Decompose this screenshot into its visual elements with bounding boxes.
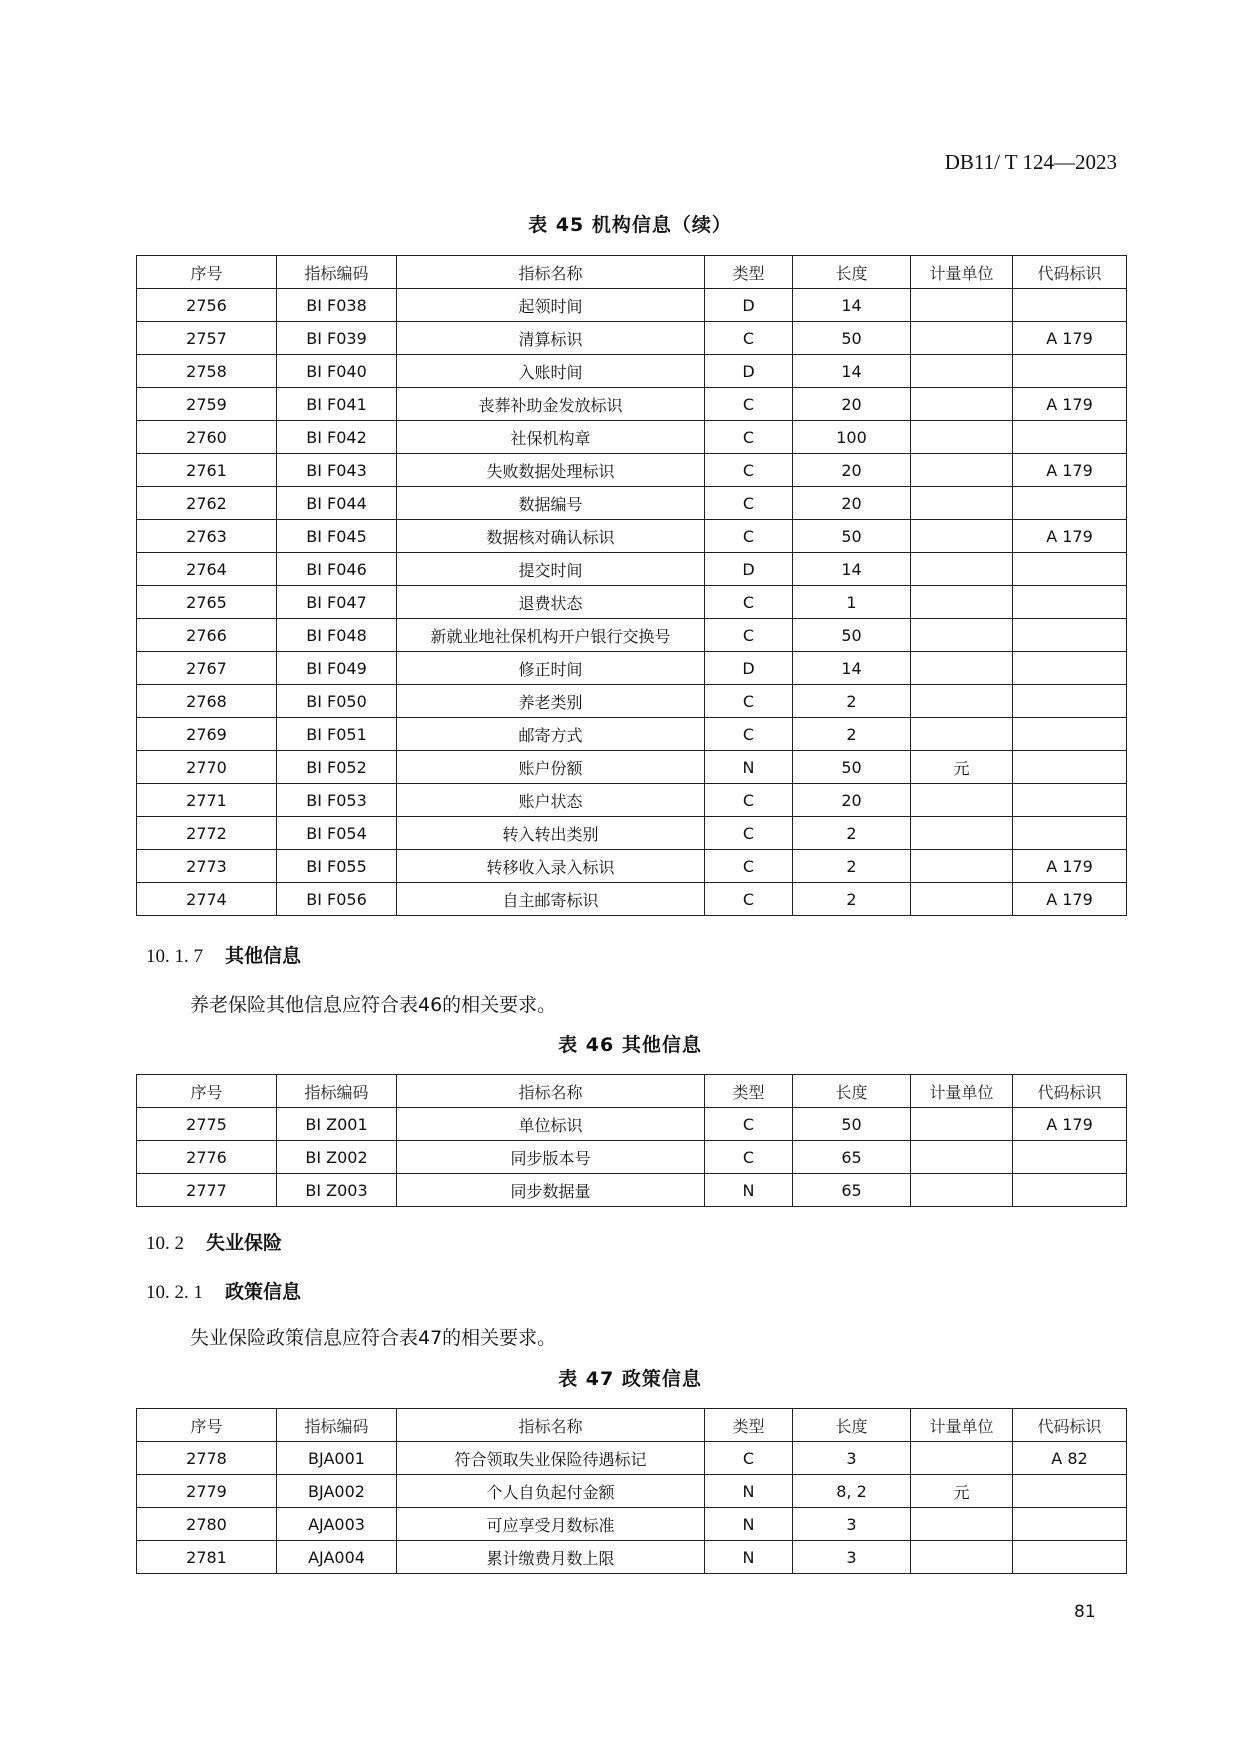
table-cell: 100: [793, 421, 911, 454]
paragraph-table-46-ref: 养老保险其他信息应符合表46的相关要求。: [190, 994, 557, 1016]
table-cell: 清算标识: [397, 322, 705, 355]
table-cell: A 179: [1013, 850, 1127, 883]
table-header-row: [137, 1075, 1127, 1108]
table-cell: BI F056: [277, 883, 397, 916]
table-cell: C: [705, 487, 793, 520]
column-header: 指标名称: [397, 1075, 705, 1108]
table-cell: 20: [793, 454, 911, 487]
table-cell: [1013, 718, 1127, 751]
table-cell: 可应享受月数标准: [397, 1508, 705, 1541]
section-heading-10-2-1: [146, 1277, 301, 1304]
table-cell: C: [705, 718, 793, 751]
table-cell: BJA002: [277, 1475, 397, 1508]
table-row: [137, 1108, 1127, 1141]
document-code: DB11/ T 124—2023: [944, 150, 1117, 174]
table-cell: C: [705, 322, 793, 355]
table-cell: 退费状态: [397, 586, 705, 619]
table-cell: [911, 487, 1013, 520]
table-cell: 社保机构章: [397, 421, 705, 454]
table-cell: [911, 784, 1013, 817]
table-row: [137, 619, 1127, 652]
section-title: 失业保险: [206, 1232, 283, 1254]
section-number: 10. 1. 7: [146, 946, 203, 967]
table-cell: [1013, 1508, 1127, 1541]
table-cell: [911, 1108, 1013, 1141]
table-cell: N: [705, 1174, 793, 1207]
table-cell: 数据编号: [397, 487, 705, 520]
column-header: 长度: [793, 1075, 911, 1108]
table-cell: BI F039: [277, 322, 397, 355]
table-cell: 2766: [137, 619, 277, 652]
table-cell: BI F055: [277, 850, 397, 883]
table-cell: 14: [793, 553, 911, 586]
table-row: [137, 487, 1127, 520]
column-header: 计量单位: [911, 1075, 1013, 1108]
table-cell: 1: [793, 586, 911, 619]
table-cell: 2764: [137, 553, 277, 586]
table-cell: C: [705, 685, 793, 718]
table-cell: 2761: [137, 454, 277, 487]
table-cell: [1013, 685, 1127, 718]
table-47-policy-info: [136, 1408, 1127, 1574]
table-row: [137, 1141, 1127, 1174]
table-cell: BI F046: [277, 553, 397, 586]
table-row: [137, 553, 1127, 586]
table-cell: 2760: [137, 421, 277, 454]
table-cell: 50: [793, 322, 911, 355]
table-cell: 起领时间: [397, 289, 705, 322]
table-cell: 2776: [137, 1141, 277, 1174]
column-header: 代码标识: [1013, 1075, 1127, 1108]
table-cell: BI F040: [277, 355, 397, 388]
table-cell: [911, 454, 1013, 487]
table-cell: [911, 718, 1013, 751]
column-header: 类型: [705, 1075, 793, 1108]
table-cell: BI F051: [277, 718, 397, 751]
table-cell: 账户份额: [397, 751, 705, 784]
table-cell: BI F048: [277, 619, 397, 652]
column-header: 代码标识: [1013, 256, 1127, 289]
table-row: [137, 850, 1127, 883]
table-row: [137, 883, 1127, 916]
table-cell: AJA004: [277, 1541, 397, 1574]
table-cell: 2762: [137, 487, 277, 520]
table-cell: C: [705, 784, 793, 817]
table-row: [137, 1174, 1127, 1207]
table-cell: BI F045: [277, 520, 397, 553]
table-cell: [911, 817, 1013, 850]
page-number: 81: [1074, 1602, 1096, 1622]
table-cell: 2: [793, 817, 911, 850]
table-cell: BI F038: [277, 289, 397, 322]
table-cell: A 179: [1013, 454, 1127, 487]
table-cell: 20: [793, 784, 911, 817]
table-cell: N: [705, 1475, 793, 1508]
table-cell: A 179: [1013, 883, 1127, 916]
column-header: 计量单位: [911, 1409, 1013, 1442]
table-cell: 账户状态: [397, 784, 705, 817]
table-cell: 同步数据量: [397, 1174, 705, 1207]
table-cell: 14: [793, 289, 911, 322]
table-cell: 入账时间: [397, 355, 705, 388]
column-header: 类型: [705, 1409, 793, 1442]
table-47-caption: 表 47 政策信息: [558, 1368, 702, 1390]
table-cell: 20: [793, 487, 911, 520]
column-header: 指标编码: [277, 1409, 397, 1442]
table-cell: 提交时间: [397, 553, 705, 586]
column-header: 代码标识: [1013, 1409, 1127, 1442]
table-cell: [1013, 355, 1127, 388]
table-cell: 2775: [137, 1108, 277, 1141]
table-cell: N: [705, 1541, 793, 1574]
section-heading-10-1-7: [146, 941, 301, 968]
table-cell: A 179: [1013, 388, 1127, 421]
table-cell: 2: [793, 718, 911, 751]
table-cell: [911, 685, 1013, 718]
table-cell: AJA003: [277, 1508, 397, 1541]
table-row: [137, 322, 1127, 355]
column-header: 长度: [793, 1409, 911, 1442]
table-cell: 自主邮寄标识: [397, 883, 705, 916]
table-cell: [911, 553, 1013, 586]
table-cell: 2765: [137, 586, 277, 619]
column-header: 计量单位: [911, 256, 1013, 289]
table-cell: 2778: [137, 1442, 277, 1475]
paragraph-table-47-ref: 失业保险政策信息应符合表47的相关要求。: [190, 1327, 557, 1349]
table-cell: 2763: [137, 520, 277, 553]
table-cell: 2771: [137, 784, 277, 817]
table-cell: 2772: [137, 817, 277, 850]
table-cell: 3: [793, 1541, 911, 1574]
table-cell: [911, 1174, 1013, 1207]
table-cell: BI F054: [277, 817, 397, 850]
table-cell: C: [705, 883, 793, 916]
table-cell: A 179: [1013, 520, 1127, 553]
table-cell: C: [705, 520, 793, 553]
table-cell: C: [705, 1141, 793, 1174]
table-cell: 50: [793, 520, 911, 553]
table-cell: C: [705, 619, 793, 652]
table-cell: 50: [793, 1108, 911, 1141]
table-cell: 50: [793, 619, 911, 652]
table-row: [137, 817, 1127, 850]
table-cell: D: [705, 355, 793, 388]
table-cell: 同步版本号: [397, 1141, 705, 1174]
table-cell: 2: [793, 685, 911, 718]
table-cell: A 179: [1013, 1108, 1127, 1141]
table-cell: 2779: [137, 1475, 277, 1508]
table-row: [137, 1541, 1127, 1574]
column-header: 长度: [793, 256, 911, 289]
table-cell: [1013, 553, 1127, 586]
section-number: 10. 2. 1: [146, 1282, 203, 1303]
table-cell: 失败数据处理标识: [397, 454, 705, 487]
table-cell: 2769: [137, 718, 277, 751]
section-title: 政策信息: [225, 1281, 302, 1303]
table-cell: 数据核对确认标识: [397, 520, 705, 553]
table-cell: C: [705, 817, 793, 850]
table-cell: C: [705, 388, 793, 421]
table-row: [137, 1442, 1127, 1475]
table-cell: [1013, 1174, 1127, 1207]
table-cell: [1013, 652, 1127, 685]
table-cell: [911, 1141, 1013, 1174]
table-cell: 2777: [137, 1174, 277, 1207]
table-cell: [911, 883, 1013, 916]
table-cell: BI F049: [277, 652, 397, 685]
table-row: [137, 718, 1127, 751]
column-header: 序号: [137, 256, 277, 289]
column-header: 序号: [137, 1075, 277, 1108]
table-cell: 新就业地社保机构开户银行交换号: [397, 619, 705, 652]
column-header: 指标名称: [397, 1409, 705, 1442]
column-header: 指标编码: [277, 256, 397, 289]
table-cell: [1013, 817, 1127, 850]
table-cell: BI F041: [277, 388, 397, 421]
table-header-row: [137, 256, 1127, 289]
table-cell: [1013, 619, 1127, 652]
table-cell: 2: [793, 850, 911, 883]
table-cell: 14: [793, 355, 911, 388]
table-45-caption: 表 45 机构信息（续）: [528, 214, 732, 236]
table-cell: C: [705, 586, 793, 619]
table-cell: 14: [793, 652, 911, 685]
table-cell: 单位标识: [397, 1108, 705, 1141]
table-cell: N: [705, 1508, 793, 1541]
table-cell: [1013, 487, 1127, 520]
table-row: [137, 784, 1127, 817]
table-cell: BI Z003: [277, 1174, 397, 1207]
table-cell: [1013, 784, 1127, 817]
table-cell: 2770: [137, 751, 277, 784]
table-row: [137, 520, 1127, 553]
table-cell: 2759: [137, 388, 277, 421]
table-cell: [1013, 751, 1127, 784]
table-cell: BI Z002: [277, 1141, 397, 1174]
table-row: [137, 289, 1127, 322]
table-46-other-info: [136, 1074, 1127, 1207]
table-row: [137, 1475, 1127, 1508]
table-cell: [1013, 421, 1127, 454]
table-cell: [911, 586, 1013, 619]
table-cell: [1013, 289, 1127, 322]
table-header-row: [137, 1409, 1127, 1442]
table-cell: [911, 619, 1013, 652]
table-cell: A 179: [1013, 322, 1127, 355]
table-cell: [911, 355, 1013, 388]
table-cell: [911, 289, 1013, 322]
table-cell: BI F044: [277, 487, 397, 520]
table-cell: 2781: [137, 1541, 277, 1574]
table-cell: D: [705, 652, 793, 685]
table-cell: [911, 1508, 1013, 1541]
table-cell: 8, 2: [793, 1475, 911, 1508]
table-cell: 符合领取失业保险待遇标记: [397, 1442, 705, 1475]
table-cell: [1013, 1141, 1127, 1174]
table-cell: 50: [793, 751, 911, 784]
table-cell: [1013, 586, 1127, 619]
table-cell: [1013, 1541, 1127, 1574]
table-cell: [911, 850, 1013, 883]
table-cell: N: [705, 751, 793, 784]
table-cell: 2757: [137, 322, 277, 355]
table-row: [137, 685, 1127, 718]
table-row: [137, 454, 1127, 487]
table-row: [137, 1508, 1127, 1541]
table-cell: D: [705, 553, 793, 586]
table-cell: BI F053: [277, 784, 397, 817]
table-cell: [911, 388, 1013, 421]
table-cell: 转入转出类别: [397, 817, 705, 850]
table-cell: 2758: [137, 355, 277, 388]
table-cell: 元: [911, 1475, 1013, 1508]
table-cell: C: [705, 454, 793, 487]
table-45-institution-info: [136, 255, 1127, 916]
table-row: [137, 421, 1127, 454]
table-cell: 2768: [137, 685, 277, 718]
table-cell: BI Z001: [277, 1108, 397, 1141]
table-row: [137, 652, 1127, 685]
table-cell: [911, 421, 1013, 454]
table-cell: 2773: [137, 850, 277, 883]
table-row: [137, 388, 1127, 421]
table-cell: 2756: [137, 289, 277, 322]
table-cell: 转移收入录入标识: [397, 850, 705, 883]
table-cell: [911, 322, 1013, 355]
table-cell: 20: [793, 388, 911, 421]
section-title: 其他信息: [225, 945, 302, 967]
table-cell: 65: [793, 1141, 911, 1174]
table-cell: D: [705, 289, 793, 322]
table-cell: 邮寄方式: [397, 718, 705, 751]
table-cell: BI F047: [277, 586, 397, 619]
table-cell: C: [705, 850, 793, 883]
table-cell: BJA001: [277, 1442, 397, 1475]
table-cell: [911, 520, 1013, 553]
table-46-caption: 表 46 其他信息: [558, 1034, 702, 1056]
table-cell: 2767: [137, 652, 277, 685]
column-header: 序号: [137, 1409, 277, 1442]
section-number: 10. 2: [146, 1233, 184, 1254]
table-cell: 累计缴费月数上限: [397, 1541, 705, 1574]
table-cell: A 82: [1013, 1442, 1127, 1475]
table-cell: [911, 1541, 1013, 1574]
table-cell: 养老类别: [397, 685, 705, 718]
table-row: [137, 586, 1127, 619]
table-cell: 65: [793, 1174, 911, 1207]
table-cell: C: [705, 1108, 793, 1141]
table-cell: C: [705, 421, 793, 454]
table-cell: 2780: [137, 1508, 277, 1541]
table-cell: [1013, 1475, 1127, 1508]
table-cell: 3: [793, 1442, 911, 1475]
table-row: [137, 751, 1127, 784]
table-row: [137, 355, 1127, 388]
table-cell: [911, 652, 1013, 685]
table-cell: BI F050: [277, 685, 397, 718]
table-cell: 修正时间: [397, 652, 705, 685]
table-cell: BI F052: [277, 751, 397, 784]
table-cell: 个人自负起付金额: [397, 1475, 705, 1508]
table-cell: 2: [793, 883, 911, 916]
section-heading-10-2: [146, 1228, 282, 1255]
column-header: 指标编码: [277, 1075, 397, 1108]
table-cell: 丧葬补助金发放标识: [397, 388, 705, 421]
table-cell: 元: [911, 751, 1013, 784]
table-cell: BI F042: [277, 421, 397, 454]
table-cell: 3: [793, 1508, 911, 1541]
table-cell: C: [705, 1442, 793, 1475]
column-header: 指标名称: [397, 256, 705, 289]
table-cell: [911, 1442, 1013, 1475]
table-cell: 2774: [137, 883, 277, 916]
table-cell: BI F043: [277, 454, 397, 487]
column-header: 类型: [705, 256, 793, 289]
